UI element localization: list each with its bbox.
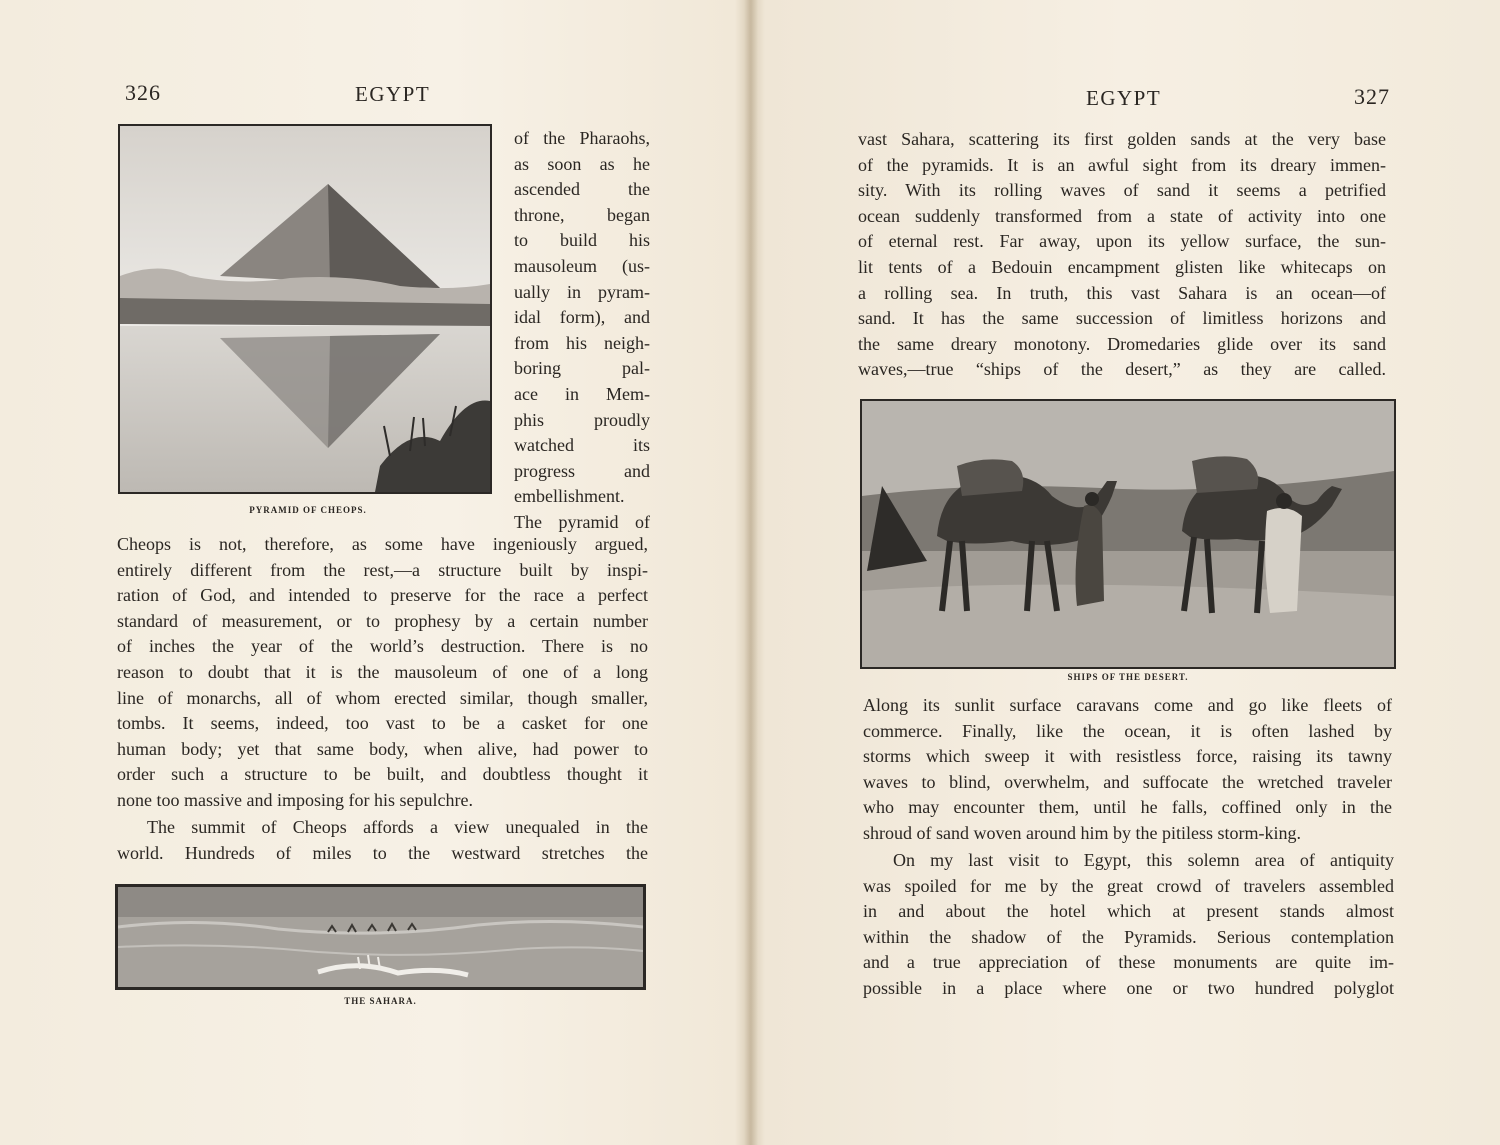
left-running-head: EGYPT	[355, 82, 431, 106]
text-line: waves to blind, overwhelm, and suffocate the wretched traveler	[863, 771, 1392, 792]
text-line: of inches the year of the world’s destruction. There is no	[117, 636, 648, 657]
text-line: storms which sweep it with resistless force, raising its tawny	[863, 746, 1392, 767]
text-line: standard of measurement, or to prophesy by a certain number	[117, 610, 648, 631]
wrap-line: to build his	[514, 230, 650, 251]
text-line: none too massive and imposing for his sepulchre.	[117, 789, 473, 810]
right-paragraph-3	[863, 848, 1394, 1002]
text-line: Cheops is not, therefore, as some have ingeniously argued,	[117, 534, 648, 554]
text-line: tombs. It seems, indeed, too vast to be a casket for one	[117, 713, 648, 734]
right-page-number: 327	[1354, 84, 1390, 109]
pyramid-of-cheops-photo	[118, 124, 492, 494]
text-line: Along its sunlit surface caravans come and go like fleets of	[863, 695, 1392, 715]
text-line: of the pyramids. It is an awful sight from its dreary immen-	[858, 154, 1386, 175]
text-line: the same dreary monotony. Dromedaries glide over its sand	[858, 333, 1386, 354]
left-page-number: 326	[125, 80, 161, 105]
wrap-line: watched its	[514, 435, 650, 456]
text-line: lit tents of a Bedouin encampment glisten like whitecaps on	[858, 256, 1386, 277]
text-line: a rolling sea. In truth, this vast Sahara is an ocean—of	[858, 282, 1386, 303]
text-line: commerce. Finally, like the ocean, it is often lashed by	[863, 720, 1392, 741]
text-line: On my last visit to Egypt, this solemn area of antiquity	[893, 850, 1394, 870]
text-line: line of monarchs, all of whom erected similar, though smaller,	[117, 687, 648, 708]
text-line: of eternal rest. Far away, upon its yellow surface, the sun-	[858, 231, 1386, 252]
sahara-photo	[115, 884, 646, 990]
right-page	[752, 0, 1500, 1145]
text-line: world. Hundreds of miles to the westward stretches the	[117, 842, 648, 863]
text-line: within the shadow of the Pyramids. Serious contemplation	[863, 926, 1394, 947]
wrap-line: as soon as he	[514, 153, 650, 174]
text-line: ration of God, and intended to preserve for the race a perfect	[117, 585, 648, 606]
ships-of-the-desert-photo	[860, 399, 1396, 669]
text-line: shroud of sand woven around him by the pitiless storm-king.	[863, 822, 1301, 843]
left-paragraph-1	[117, 532, 648, 814]
wrap-line: throne, began	[514, 204, 650, 225]
text-line: who may encounter them, until he falls, coffined only in the	[863, 797, 1392, 818]
text-line: and a true appreciation of these monuments are quite im-	[863, 952, 1394, 973]
text-line: in and about the hotel which at present stands almost	[863, 901, 1394, 922]
wrap-line: from his neigh-	[514, 332, 650, 353]
right-running-head: EGYPT	[1086, 86, 1162, 110]
wrap-line: ascended the	[514, 179, 650, 200]
sahara-caption: THE SAHARA.	[344, 996, 417, 1006]
text-line: waves,—true “ships of the desert,” as they are called.	[858, 359, 1386, 380]
wrap-column	[514, 126, 650, 536]
wrap-line: phis proudly	[514, 409, 650, 430]
wrap-line: embellishment.	[514, 486, 625, 507]
right-paragraph-2	[863, 693, 1392, 847]
wrap-line: idal form), and	[514, 307, 650, 328]
text-line: sand. It has the same succession of limitless horizons and	[858, 308, 1386, 329]
right-paragraph-1	[858, 127, 1386, 383]
text-line: was spoiled for me by the great crowd of travelers assembled	[863, 875, 1394, 896]
ships-of-the-desert-caption: SHIPS OF THE DESERT.	[1067, 672, 1189, 682]
wrap-line: ace in Mem-	[514, 383, 650, 404]
text-line: reason to doubt that it is the mausoleum of one of a long	[117, 661, 648, 682]
text-line: The summit of Cheops affords a view unequaled in the	[147, 817, 648, 837]
wrap-line: mausoleum (us-	[514, 255, 650, 276]
text-line: entirely different from the rest,—a structure built by inspi-	[117, 559, 648, 580]
left-paragraph-2	[117, 815, 648, 866]
text-line: sity. With its rolling waves of sand it seems a petrified	[858, 180, 1386, 201]
wrap-line: The pyramid of	[514, 511, 650, 532]
text-line: possible in a place where one or two hundred polyglot	[863, 977, 1394, 998]
wrap-line: boring pal-	[514, 358, 650, 379]
wrap-line: progress and	[514, 460, 650, 481]
text-line: ocean suddenly transformed from a state of activity into one	[858, 205, 1386, 226]
wrap-line: of the Pharaohs,	[514, 128, 650, 148]
text-line: order such a structure to be built, and doubtless thought it	[117, 764, 648, 785]
text-line: human body; yet that same body, when alive, had power to	[117, 738, 648, 759]
wrap-line: ually in pyram-	[514, 281, 650, 302]
pyramid-of-cheops-caption: PYRAMID OF CHEOPS.	[249, 505, 367, 515]
text-line: vast Sahara, scattering its first golden sands at the very base	[858, 129, 1386, 149]
